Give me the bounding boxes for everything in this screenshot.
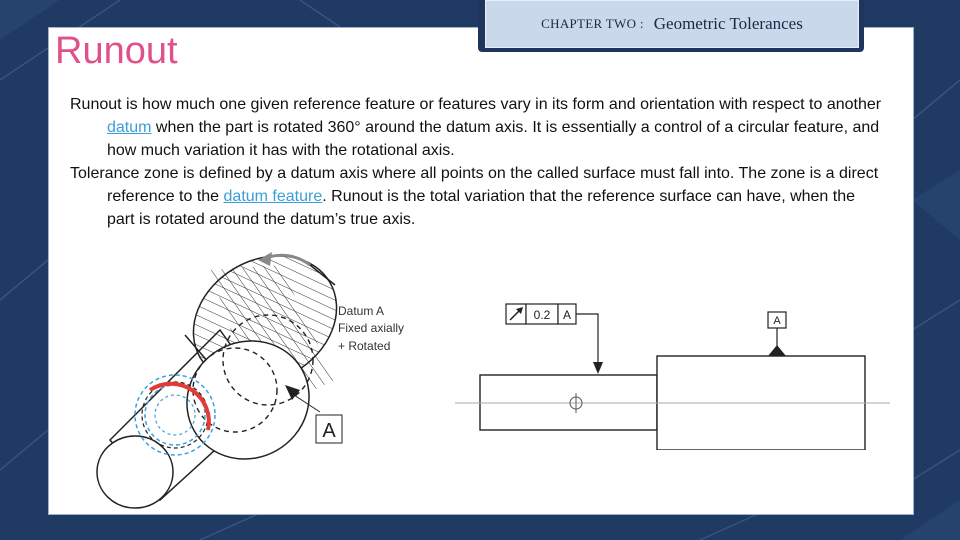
datum-feature-link[interactable]: datum feature	[223, 188, 323, 205]
paragraph2-text-start: Tolerance zone is defined by a datum axis where all points on the called surface must fall into. The zone is a direct reference to the	[70, 165, 879, 205]
small-cylinder-end	[97, 436, 173, 508]
datum-label-line2: Fixed axially	[338, 321, 405, 335]
frame-datum-letter: A	[562, 308, 572, 322]
chapter-title: Geometric Tolerances	[653, 14, 803, 33]
datum-triangle-icon	[768, 345, 786, 356]
paragraph1-text-end: when the part is rotated 360° around the datum axis. It is essentially a control of a circular feature, and how much variation it has with the rotational axis.	[107, 119, 880, 159]
chapter-label: CHAPTER TWO :	[541, 16, 644, 31]
datum-link[interactable]: datum	[107, 119, 152, 136]
datum-label-line1: Datum A	[338, 304, 385, 318]
tolerance-value: 0.2	[533, 308, 551, 322]
datum-letter: A	[322, 420, 336, 442]
paragraph2-text-end: . Runout is the total variation that the reference surface can have, when the part is rotated around the datum’s true axis.	[107, 188, 856, 228]
runout-drawing-diagram	[450, 290, 900, 450]
paragraph-runout-definition	[70, 93, 885, 162]
cylinder-runout-diagram	[80, 240, 440, 510]
paragraph1-text-start: Runout is how much one given reference feature or features vary in its form and orientation with respect to another	[70, 96, 882, 113]
paragraph-tolerance-zone	[70, 162, 885, 231]
datum-box-letter: A	[773, 315, 781, 327]
slide-title: Runout	[55, 30, 178, 72]
body-text	[70, 93, 885, 231]
chapter-header	[485, 0, 859, 48]
datum-label-line3: + Rotated	[338, 339, 391, 353]
leader-arrow-icon	[593, 362, 603, 374]
